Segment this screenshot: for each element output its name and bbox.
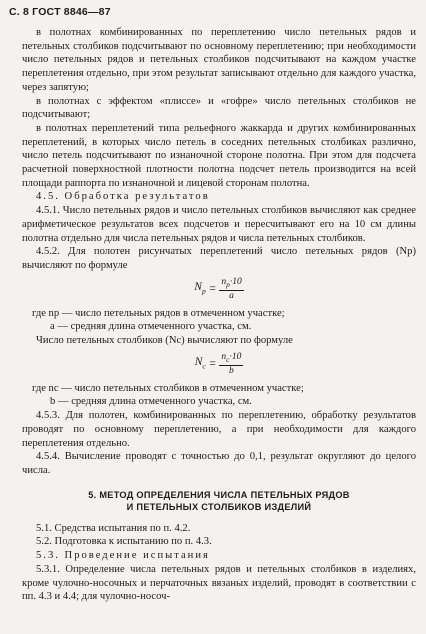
paragraph-4-5-3: 4.5.3. Для полотен, комбинированных по переплетению, обработку результатов проводят по основному переплетению, а при необходимости для каждого переплетения отдельно. [22,410,416,449]
paragraph-4-5-1: 4.5.1. Число петельных рядов и число петельных столбиков вычисляют как среднее арифметическое результатов всех подсчетов и пересчитывают его на 10 см длины полотна отдельно для числа петельных рядов и числа петельных столбиков. [22,205,416,244]
formula-rows-lhs: $N_р$ [194,281,206,296]
def-n-rows: где nр — число петельных рядов в отмеченном участке; [32,307,285,319]
paragraph-columns: Число петельных столбиков (Nс) вычисляют по формуле [36,335,293,347]
formula-columns: $N_с$ = $\frac{n_с\cdot 10}{b}$ [194,352,242,377]
formula-columns-lhs: $N_с$ [194,356,206,371]
paragraph-4-5-2: 4.5.2. Для полотен рисунчатых переплетений число петельных рядов (Nр) вычисляют по формуле [22,246,416,271]
def-n-columns: где nс — число петельных столбиков в отмеченном участке; [32,382,304,394]
paragraph-4-5-4: 4.5.4. Вычисление проводят с точностью до 0,1, результат округляют до целого числа. [22,451,416,476]
heading-4-5: 4.5. Обработка результатов [36,191,210,203]
formula-columns-fraction: $\frac{n_с\cdot 10}{b}$ [221,352,242,377]
paragraph-combined: в полотнах комбинированных по переплетению число петельных рядов и петельных столбиков подсчитывают по основному переплетению; при необходимости число петельных рядов и петельных столбиков подсчитывают на каждом участке переплетения отдельно, при этом результат записывают отдельно для каждого участка, через запятую; [22,27,416,93]
formula-rows-fraction: $\frac{n_р\cdot 10}{a}$ [221,277,242,302]
formula-columns-definitions [22,382,416,409]
formula-rows: $N_р$ = $\frac{n_р\cdot 10}{a}$ [194,277,242,302]
heading-5-3: 5.3. Проведение испытания [36,550,210,562]
def-b-length: b — средняя длина отмеченного участка, см. [50,396,252,408]
def-a-length: a — средняя длина отмеченного участка, см. [50,321,252,333]
formula-rows-definitions [22,307,416,334]
paragraph-5-2: 5.2. Подготовка к испытанию по п. 4.3. [36,536,212,548]
page-header: С. 8 ГОСТ 8846—87 [9,6,111,18]
section-5-title: 5. МЕТОД ОПРЕДЕЛЕНИЯ ЧИСЛА ПЕТЕЛЬНЫХ РЯДОВ И ПЕТЕЛЬНЫХ СТОЛБИКОВ ИЗДЕЛИЙ [88,489,350,512]
paragraph-5-1: 5.1. Средства испытания по п. 4.2. [36,522,191,534]
paragraph-5-3-1: 5.3.1. Определение числа петельных рядов и петельных столбиков в изделиях, кроме чулочно-носочных и перчаточных вязаных изделий, проводят в соответствии с пп. 4.3 и 4.4; для чулочно-носоч- [22,563,416,603]
page-content [22,26,416,604]
paragraph-plisse: в полотнах с эффектом «плиссе» и «гофре» число петельных столбиков не подсчитывают; [22,95,416,121]
paragraph-relief-jacquard: в полотнах переплетений типа рельефного жаккарда и других комбинированных переплетений, в которых число петель в соседних петельных столбиках различно, число петель подсчитывают по изнаночной стороне полотна. При этом для подсчета расчетной поверхностной плотности полотна подсчет петель производится на всей площади раппорта по изнаночной и лицевой сторонам полотна. [22,122,416,189]
